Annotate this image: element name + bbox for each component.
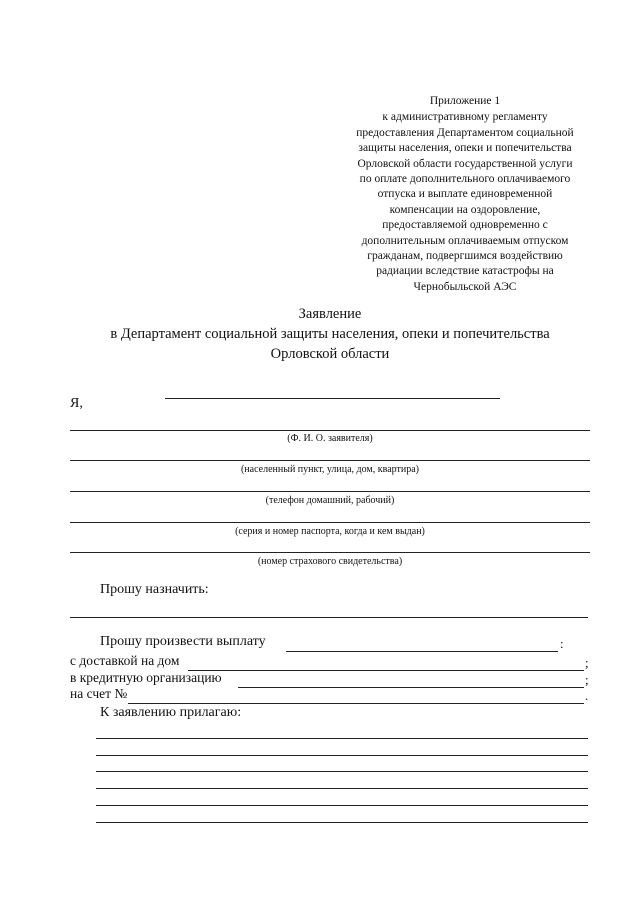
appendix-line: к административному регламенту [382, 111, 548, 124]
appendix-line: дополнительным оплачиваемым отпуском [361, 234, 569, 247]
passport-field-line[interactable] [70, 522, 590, 523]
appendix-header [330, 94, 600, 295]
attach-line[interactable] [96, 822, 588, 823]
appendix-line: защиты населения, опеки и попечительства [358, 142, 572, 155]
caption-insurance: (номер страхового свидетельства) [257, 556, 403, 567]
caption-fio: (Ф. И. О. заявителя) [287, 433, 373, 444]
document-subtitle: в Департамент социальной защиты населения, опеки и попечительства [110, 326, 550, 342]
account-period: . [585, 688, 589, 703]
appendix-line: радиации вследствие катастрофы на [376, 265, 554, 278]
delivery-label: с доставкой на дом [70, 653, 180, 668]
document-subtitle-region: Орловской области [270, 346, 390, 362]
ya-label: Я, [70, 396, 83, 411]
credit-org-label: в кредитную организацию [70, 670, 222, 685]
appendix-line: по оплате дополнительного оплачиваемого [359, 173, 571, 186]
appendix-title: Приложение 1 [429, 95, 501, 107]
attach-line[interactable] [96, 755, 588, 756]
insurance-field-line[interactable] [70, 552, 590, 553]
credit-org-field-line[interactable] [238, 687, 584, 688]
payment-field-line[interactable] [286, 651, 558, 652]
attach-line[interactable] [96, 788, 588, 789]
appendix-line: гражданам, подвергшимся воздействию [367, 250, 563, 263]
blank-line-top[interactable] [165, 398, 500, 399]
credit-org-semicolon: ; [585, 672, 589, 687]
phone-field-line[interactable] [70, 491, 590, 492]
attach-line[interactable] [96, 805, 588, 806]
document-title: Заявление [298, 306, 362, 322]
appendix-line: компенсации на оздоровление, [389, 203, 541, 216]
assign-field-line[interactable] [70, 617, 588, 618]
attach-line[interactable] [96, 738, 588, 739]
request-assign-label: Прошу назначить: [100, 582, 209, 597]
appendix-line: предоставляемой одновременно с [382, 219, 548, 232]
delivery-semicolon: ; [585, 655, 589, 670]
appendix-line: Орловской области государственной услуги [357, 157, 573, 170]
delivery-field-line[interactable] [188, 670, 584, 671]
fio-field-line[interactable] [70, 430, 590, 431]
attach-label: К заявлению прилагаю: [100, 705, 242, 720]
request-payment-label: Прошу произвести выплату [100, 634, 266, 649]
caption-phone: (телефон домашний, рабочий) [265, 495, 395, 506]
appendix-line: предоставления Департаментом социальной [356, 126, 574, 139]
account-field-line[interactable] [128, 703, 584, 704]
caption-address: (населенный пункт, улица, дом, квартира) [240, 464, 420, 475]
appendix-line: отпуска и выплате единовременной [377, 188, 553, 201]
account-label: на счет № [70, 686, 128, 701]
attach-line[interactable] [96, 771, 588, 772]
caption-passport: (серия и номер паспорта, когда и кем выдан) [235, 526, 425, 537]
address-field-line[interactable] [70, 460, 590, 461]
payment-colon: : [560, 636, 564, 651]
appendix-line: Чернобыльской АЭС [413, 280, 517, 293]
document-title-block [60, 304, 600, 364]
